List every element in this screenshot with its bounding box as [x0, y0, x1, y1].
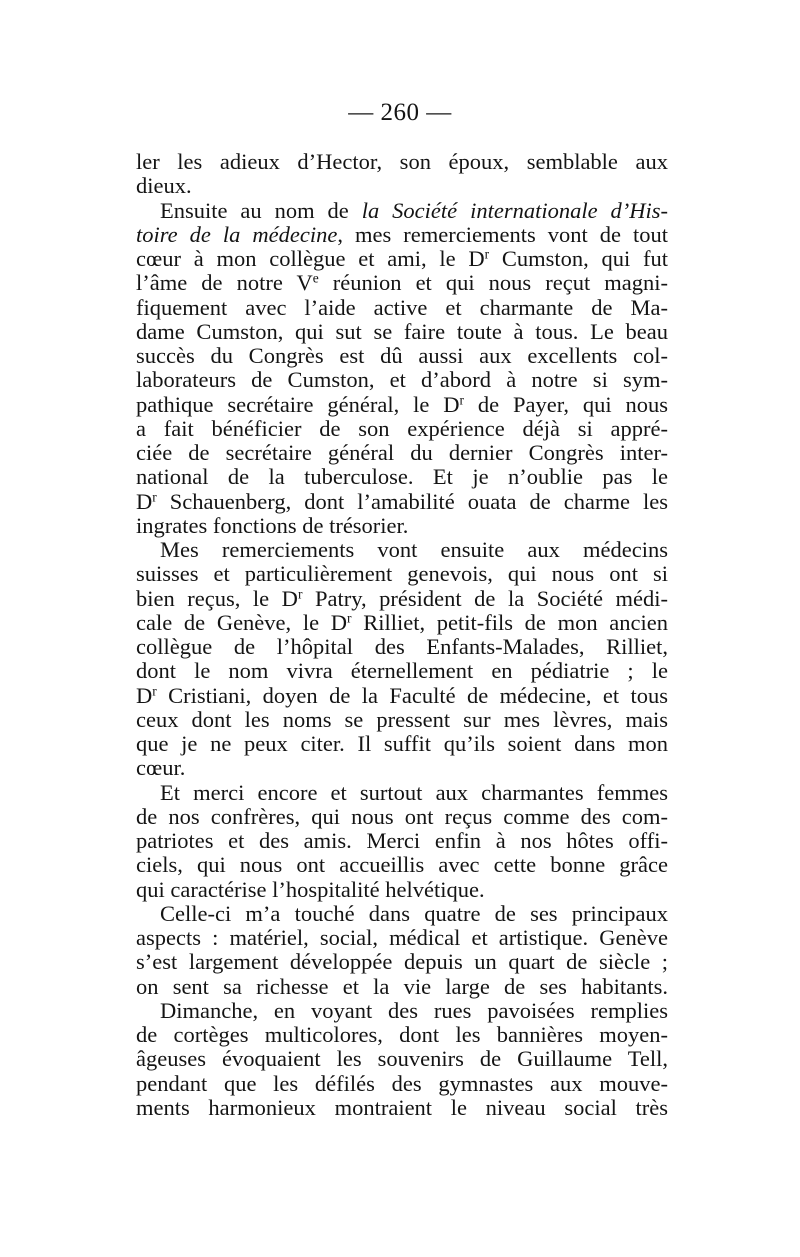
text-line: [136, 635, 668, 659]
text-line: [136, 150, 668, 174]
text-line: [136, 441, 668, 465]
text-segment: la Société internationale d’His-: [361, 197, 668, 223]
text-line: [136, 247, 668, 271]
text-segment: Cumston, qui fut: [489, 246, 668, 271]
text-line: [136, 975, 668, 999]
superscript: r: [347, 610, 352, 626]
text-line: [136, 756, 668, 780]
text-line: [136, 296, 668, 320]
text-segment: pathique secrétaire général, le D: [136, 391, 460, 417]
superscript: r: [484, 246, 490, 262]
text-segment: suisses et particulièrement genevois, qui nous ont si: [136, 561, 668, 587]
text-line: [136, 1023, 668, 1047]
text-line: [136, 174, 668, 198]
text-line: [136, 781, 668, 805]
text-line: [136, 271, 668, 295]
text-segment: Celle-ci m’a touché dans quatre de ses principaux: [160, 900, 668, 926]
text-line: [136, 732, 668, 756]
superscript: r: [297, 586, 303, 602]
text-segment: âgeuses évoquaient les souvenirs de Guillaume Tell,: [136, 1046, 668, 1072]
text-segment: national de la tuberculose. Et je n’oublie pas le: [136, 464, 668, 490]
text-line: [136, 587, 668, 611]
text-segment: aspects : matériel, social, médical et artistique. Genève: [136, 925, 668, 950]
text-line: [136, 465, 668, 489]
text-segment: de Payer, qui nous: [464, 391, 669, 417]
text-segment: l’âme de notre V: [136, 270, 313, 296]
text-segment: bien reçus, le D: [136, 585, 298, 611]
text-segment: ciée de secrétaire général du dernier Congrès inter-: [136, 440, 668, 465]
text-segment: qui caractérise l’hospitalité helvétique.: [136, 876, 485, 902]
text-line: [136, 393, 668, 417]
text-segment: , mes remerciements vont de tout: [337, 221, 668, 247]
text-segment: Dimanche, en voyant des rues pavoisées remplies: [160, 997, 668, 1023]
text-segment: Cristiani, doyen de la Faculté de médecine, et tous: [156, 682, 668, 708]
text-line: [136, 538, 668, 562]
text-segment: succès du Congrès est dû aussi aux excellents col-: [136, 343, 668, 368]
text-line: [136, 514, 668, 538]
superscript: e: [312, 270, 319, 286]
text-segment: collègue de l’hôpital des Enfants-Malades, Rilliet,: [136, 634, 668, 659]
superscript: r: [152, 489, 157, 505]
text-line: [136, 878, 668, 902]
text-line: [136, 223, 668, 247]
page-number: — 260 —: [348, 99, 452, 126]
text-line: [136, 344, 668, 368]
text-segment: dame Cumston, qui sut se faire toute à tous. Le beau: [136, 318, 668, 344]
text-segment: dont le nom vivra éternellement en pédiatrie ; le: [136, 658, 668, 684]
text-segment: D: [136, 488, 153, 514]
text-line: [136, 659, 668, 683]
body-text: [136, 150, 668, 1120]
text-segment: s’est largement développée depuis un quart de siècle ;: [136, 949, 668, 975]
text-segment: Rilliet, petit-fils de mon ancien: [351, 609, 668, 635]
text-segment: Patry, président de la Société médi-: [302, 585, 668, 611]
text-segment: dieux.: [136, 173, 192, 199]
text-line: [136, 417, 668, 441]
text-segment: de nos confrères, qui nous ont reçus comme des com-: [136, 803, 668, 829]
text-line: [136, 562, 668, 586]
text-segment: ments harmonieux montraient le niveau social très: [136, 1094, 668, 1120]
text-segment: cœur à mon collègue et ami, le D: [136, 246, 485, 271]
text-line: [136, 1072, 668, 1096]
text-segment: patriotes et des amis. Merci enfin à nos hôtes offi-: [136, 828, 668, 853]
text-line: [136, 1096, 668, 1120]
text-segment: ceux dont les noms se pressent sur mes lèvres, mais: [136, 706, 668, 732]
superscript: r: [459, 392, 465, 408]
text-segment: Ensuite au nom de: [160, 197, 362, 223]
text-segment: on sent sa richesse et la vie large de ses habitants.: [136, 973, 668, 999]
text-segment: Et merci encore et surtout aux charmantes femmes: [160, 779, 668, 805]
text-line: [136, 902, 668, 926]
text-segment: pendant que les défilés des gymnastes aux mouve-: [136, 1070, 668, 1096]
text-line: [136, 853, 668, 877]
text-line: [136, 950, 668, 974]
text-line: [136, 684, 668, 708]
text-segment: de cortèges multicolores, dont les bannières moyen-: [136, 1022, 668, 1047]
text-segment: cœur.: [136, 755, 186, 781]
text-line: [136, 368, 668, 392]
text-segment: fiquement avec l’aide active et charmante de Ma-: [136, 294, 668, 320]
text-segment: laborateurs de Cumston, et d’abord à notre si sym-: [136, 367, 668, 393]
text-segment: ingrates fonctions de trésorier.: [136, 512, 409, 538]
text-segment: Schauenberg, dont l’amabilité ouata de charme les: [156, 488, 668, 514]
text-segment: cale de Genève, le D: [136, 609, 348, 635]
text-line: [136, 926, 668, 950]
text-line: [136, 999, 668, 1023]
text-line: [136, 1047, 668, 1071]
text-segment: Mes remerciements vont ensuite aux médecins: [160, 537, 668, 562]
text-line: [136, 829, 668, 853]
superscript: r: [152, 683, 157, 699]
text-segment: a fait bénéficier de son expérience déjà si appré-: [136, 415, 668, 441]
text-line: [136, 490, 668, 514]
text-segment: ciels, qui nous ont accueillis avec cette bonne grâce: [136, 852, 668, 878]
text-line: [136, 805, 668, 829]
text-line: [136, 199, 668, 223]
text-line: [136, 708, 668, 732]
text-line: [136, 611, 668, 635]
text-segment: D: [136, 682, 153, 708]
text-segment: ler les adieux d’Hector, son époux, semblable aux: [136, 149, 668, 174]
text-segment: réunion et qui nous reçut magni-: [318, 270, 668, 296]
text-line: [136, 320, 668, 344]
text-segment: que je ne peux citer. Il suffit qu’ils soient dans mon: [136, 731, 668, 756]
text-segment: toire de la médecine: [136, 221, 338, 247]
